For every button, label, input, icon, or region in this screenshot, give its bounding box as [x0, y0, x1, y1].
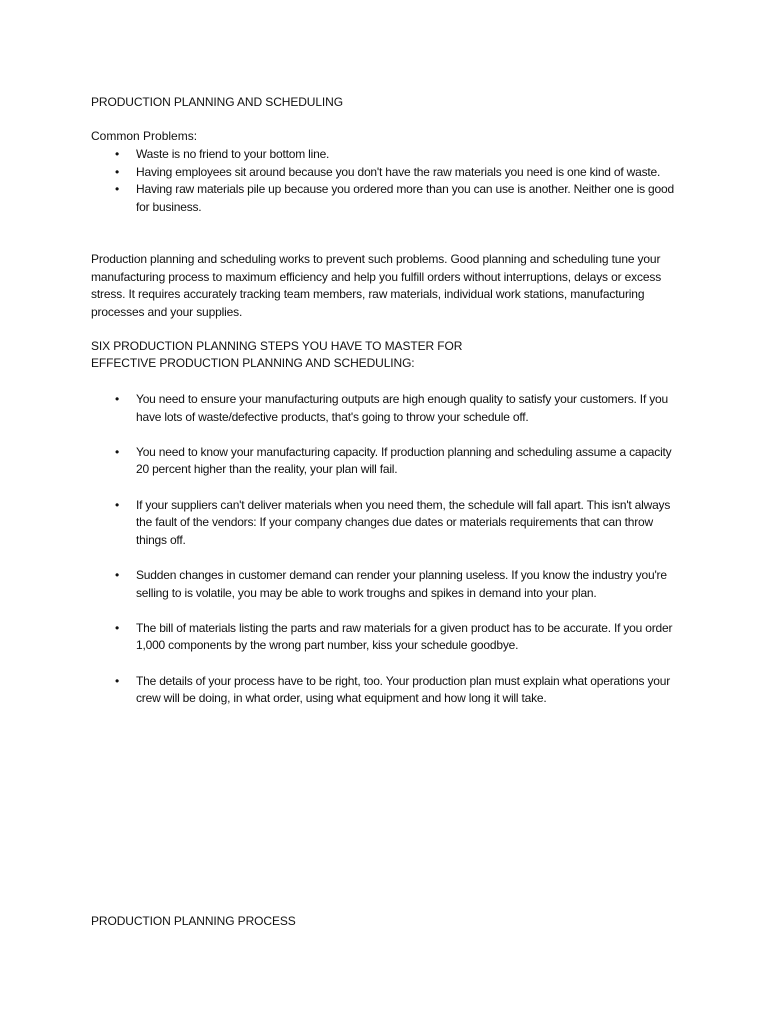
list-item-text: You need to know your manufacturing capacity. If production planning and scheduling assume a capacity 20 percent higher than the reality, your plan will fail. — [136, 444, 672, 477]
common-problems-heading: Common Problems: — [91, 129, 198, 143]
steps-heading-line2: EFFECTIVE PRODUCTION PLANNING AND SCHEDULING: — [91, 356, 415, 370]
list-item-text: The bill of materials listing the parts and raw materials for a given product has to be accurate. If you order 1,000 components by the wrong part number, kiss your schedule goodbye. — [136, 620, 673, 653]
list-item-text: Waste is no friend to your bottom line. — [136, 147, 330, 161]
list-item — [91, 146, 681, 164]
list-item-text: Having employees sit around because you don't have the raw materials you need is one kind of waste. — [136, 164, 661, 179]
list-item — [91, 673, 683, 708]
next-section-title: PRODUCTION PLANNING PROCESS — [91, 914, 296, 928]
bullet-icon: • — [115, 147, 120, 161]
list-item — [91, 181, 681, 216]
bullet-icon: • — [115, 567, 120, 582]
list-item — [91, 444, 683, 479]
common-problems-list — [91, 146, 681, 216]
list-item — [91, 497, 683, 550]
list-item-text: The details of your process have to be right, too. Your production plan must explain what operations your crew will be doing, in what order, using what equipment and how long it will take. — [136, 673, 671, 706]
bullet-icon: • — [115, 497, 120, 512]
steps-list — [91, 391, 683, 725]
bullet-icon: • — [115, 620, 120, 635]
bullet-icon: • — [115, 164, 120, 179]
bullet-icon: • — [115, 673, 120, 688]
steps-heading-line1: SIX PRODUCTION PLANNING STEPS YOU HAVE TO MASTER FOR — [91, 339, 463, 353]
list-item-text: Having raw materials pile up because you ordered more than you can use is another. Neither one is good for business. — [136, 182, 674, 214]
list-item-text: Sudden changes in customer demand can render your planning useless. If you know the industry you're selling to is volatile, you may be able to work troughs and spikes in demand into your plan. — [136, 567, 667, 600]
bullet-icon: • — [115, 392, 120, 406]
list-item — [91, 391, 683, 426]
intro-paragraph: Production planning and scheduling works to prevent such problems. Good planning and scheduling tune your manufacturing process to maximum efficiency and help you fulfill orders without interruptions, delays or excess stress. It requires accurately tracking team members, raw materials, individual work stations, manufacturing processes and your supplies. — [91, 252, 662, 319]
bullet-icon: • — [115, 182, 120, 197]
document-title: PRODUCTION PLANNING AND SCHEDULING — [91, 95, 343, 109]
list-item — [91, 164, 681, 182]
list-item-text: If your suppliers can't deliver materials when you need them, the schedule will fall apart. This isn't always the fault of the vendors: If your company changes due dates or materials requirements that can throw things off. — [136, 497, 671, 547]
list-item — [91, 620, 683, 655]
bullet-icon: • — [115, 444, 120, 459]
list-item — [91, 567, 683, 602]
list-item-text: You need to ensure your manufacturing outputs are high enough quality to satisfy your customers. If you have lots of waste/defective products, that's going to throw your schedule off. — [136, 392, 668, 424]
